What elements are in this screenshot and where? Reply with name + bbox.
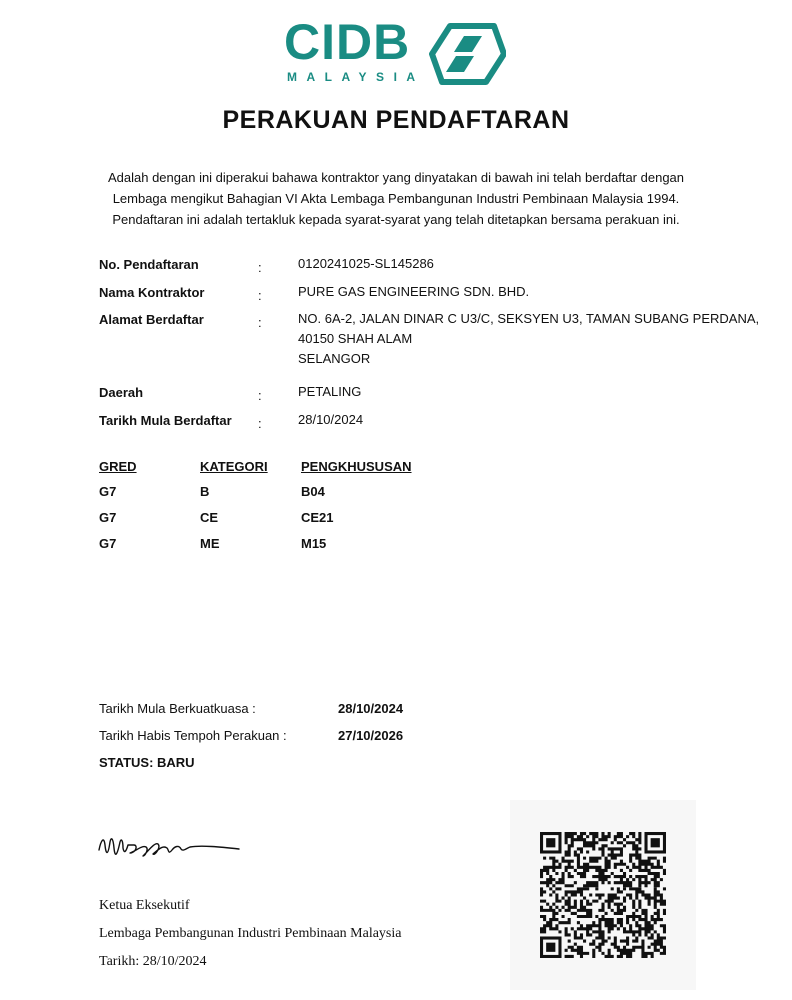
cidb-logo-mark-icon <box>422 22 506 86</box>
qr-code-icon <box>540 832 666 958</box>
colon: : <box>258 260 262 275</box>
table-row <box>99 536 499 561</box>
colon: : <box>258 315 262 330</box>
intro-line: Pendaftaran ini adalah tertakluk kepada syarat-syarat yang telah ditetapkan bersama perakuan ini. <box>112 212 680 227</box>
grade-header: GRED <box>99 459 137 474</box>
district-label: Daerah <box>99 385 144 400</box>
colon: : <box>258 288 262 303</box>
page-title: PERAKUAN PENDAFTARAN <box>222 106 570 134</box>
logo-wordmark: CIDB <box>284 14 411 70</box>
effective-date-label: Tarikh Mula Berkuatkuasa : <box>99 701 256 716</box>
start-date-label: Tarikh Mula Berdaftar <box>99 413 232 428</box>
signatory-organisation: Lembaga Pembangunan Industri Pembinaan Malaysia <box>99 926 402 941</box>
registration-no-value: 0120241025-SL145286 <box>298 256 434 271</box>
registration-no-label: No. Pendaftaran <box>99 257 199 272</box>
cidb-logo <box>284 14 508 90</box>
start-date-value: 28/10/2024 <box>298 412 364 427</box>
colon: : <box>258 388 262 403</box>
qr-finder-pattern <box>542 834 560 852</box>
grade-table <box>99 459 499 561</box>
category-cell: CE <box>200 510 219 525</box>
address-line: SELANGOR <box>298 351 371 366</box>
logo-subtitle: MALAYSIA <box>287 70 425 84</box>
table-row <box>99 510 499 536</box>
grade-cell: G7 <box>99 484 117 499</box>
category-cell: ME <box>200 536 220 551</box>
intro-line: Lembaga mengikut Bahagian VI Akta Lembaga Pembangunan Industri Pembinaan Malaysia 1994. <box>112 191 680 206</box>
address-label: Alamat Berdaftar <box>99 312 204 327</box>
effective-date-value: 28/10/2024 <box>338 701 404 716</box>
contractor-name-label: Nama Kontraktor <box>99 285 205 300</box>
signatory-position: Ketua Eksekutif <box>99 898 190 913</box>
specialisation-header: PENGKHUSUSAN <box>301 459 412 474</box>
expiry-date-label: Tarikh Habis Tempoh Perakuan : <box>99 728 287 743</box>
address-line: NO. 6A-2, JALAN DINAR C U3/C, SEKSYEN U3, TAMAN SUBANG PERDANA, <box>298 311 760 326</box>
address-line: 40150 SHAH ALAM <box>298 331 413 346</box>
address-value <box>298 309 778 369</box>
signature-date: Tarikh: 28/10/2024 <box>99 954 207 969</box>
intro-paragraph <box>90 167 702 230</box>
qr-finder-pattern <box>542 938 560 956</box>
district-value: PETALING <box>298 384 362 399</box>
qr-finder-pattern <box>646 834 664 852</box>
category-cell: B <box>200 484 210 499</box>
table-row <box>99 484 499 510</box>
specialisation-cell: B04 <box>301 484 325 499</box>
category-header: KATEGORI <box>200 459 268 474</box>
grade-cell: G7 <box>99 536 117 551</box>
contractor-name-value: PURE GAS ENGINEERING SDN. BHD. <box>298 284 530 299</box>
colon: : <box>258 416 262 431</box>
grade-cell: G7 <box>99 510 117 525</box>
specialisation-cell: CE21 <box>301 510 334 525</box>
expiry-date-value: 27/10/2026 <box>338 728 404 743</box>
specialisation-cell: M15 <box>301 536 327 551</box>
handwritten-signature-icon <box>96 828 246 864</box>
status-badge: STATUS: BARU <box>99 755 195 770</box>
intro-line: Adalah dengan ini diperakui bahawa kontraktor yang dinyatakan di bawah ini telah berdaftar dengan <box>107 170 685 185</box>
grade-table-header <box>99 459 499 484</box>
